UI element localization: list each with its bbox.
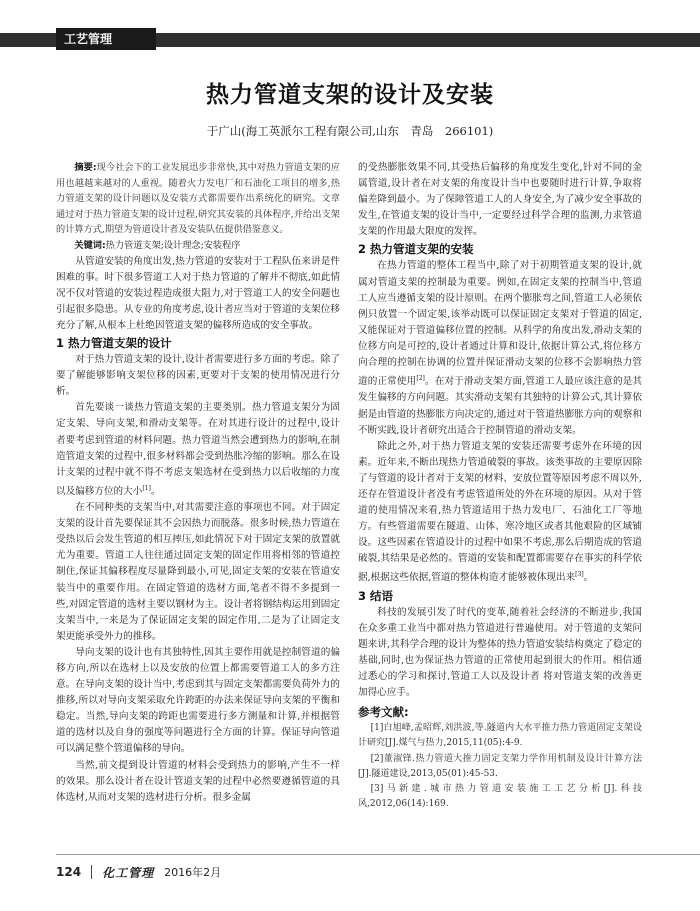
section-3-paragraph-1: 科技的发展引发了时代的变革,随着社会经济的不断进步,我国在众多重工业当中都对热力管道进行普遍使用。对于管道的支架问题来讲,其科学合理的设计为整体的热力管道安装结构奠定了稳定的基础,同时,也为保证热力管道的正常使用起到很大的作用。相信通过悉心的学习和探讨,管道工人以及设计者 将对管道支架的改善更加得心应手。 (358, 606, 642, 699)
left-column (56, 160, 340, 806)
article-title: 热力管道支架的设计及安装 (206, 82, 494, 108)
section-label: 工艺管理 (56, 28, 156, 50)
section-3-heading: 3 结语 (358, 588, 394, 603)
reference-item: [1]白旭峰,孟昭辉,刘洪波,等.隧道内大水平推力热力管道固定支架设计研究[J].煤气与热力,2015,11(05):4-9. (358, 723, 642, 749)
paragraph-end: 。在对于滑动支架方面,管道工人最应该注意的是其发生偏移的方向问题。其实滑动支架有其独特的计算公式,其计算依据是由管道的热膨胀方向决定的,通过对于管道热膨胀方向的观察和不断实践,设计者研究出适合于控制管道的滑动支架。 (358, 376, 642, 436)
keywords-text: 热力管道支架;设计理念;安装程序 (105, 239, 241, 251)
magazine-logo: 化工管理 (102, 865, 155, 880)
paragraph-text: 首先要谈一谈热力管道支架的主要类别。热力管道支架分为固定支架、导向支架,和滑动支架等。在对其进行设计的过程中,设计者要考虑到管道的材料问题。热力管道当然会遭到热力的影响,在制造管道支架的过程中,很多材料都会受到热胀冷缩的影响。那么在设计支架的过程中就不得不考虑支架选材在受到热力以后收缩的力度以及偏移方位的大小 (56, 402, 340, 497)
references-heading: 参考文献: (358, 705, 409, 720)
paragraph-text: 在热力管道的整体工程当中,除了对于初期管道支架的设计,就属对管道支架的控制最为重要。例如,在固定支架的控制当中,管道工人应当遵循支架的设计原则。在两个膨胀弯之间,管道工人必须依例只放置一个固定架,该举动既可以保证固定支架对于管道的固定,又能保证对于管道偏移位置的控制。从科学的角度出发,滑动支架的位移方向是可控的,设计者通过计算和设计,依据计算公式,将位移方向合理的控制在协调的位置并保证滑动支架的位移不会影响热力管道的正常使用 (358, 260, 642, 388)
footer-divider (56, 854, 700, 855)
page-number: 124 (56, 865, 82, 879)
citation-3: [3] (575, 571, 584, 579)
paragraph-text: 除此之外,对于热力管道支架的安装还需要考虑外在环境的因素。近年来,不断出现热力管道破裂的事故。该类事故的主要原因除了与管道的设计者对于支架的材料、安放位置等原因考虑不周以外,还存在管道设计者没有考虑管道所处的外在环境的原因。从对于管道的使用情况来看,热力管道适用于热力发电厂、石油化工厂等地方。有些管道需要在隧道、山体、寒冷地区或者其他艰险的区域铺设。这些因素在管道设计的过程中如果不考虑,那么后期造成的管道破裂,其结果是必然的。管道的安装和配置都需要存在事实的科学依据,根据这些依据,管道的整体构造才能够被体现出来 (358, 440, 642, 584)
abstract-text: 现今社会下的工业发展迅步非常快,其中对热力管道支架的应用也越越来越对的人重视。随着火力发电厂和石油化工项目的增多,热力管道支架的设计问题以及安装方式都需要作出系统化的研究。文章通过对于热力管道支架的设计过程,研究其安装的具体程序,并给出支架的计算方式,期望为管道设计者及安装队伍提供借鉴意义。 (56, 162, 340, 236)
section-1-paragraph-5: 当然,前文提到设计管道的材料会受到热力的影响,产生不一样的效果。那么设计者在设计管道支架的过程中必然要遵循管道的具体选材,从而对支架的选材进行分析。很多金属 (56, 759, 340, 803)
keywords-label: 关键词: (74, 239, 106, 251)
section-1-paragraph-5-continued: 的受热膨胀效果不同,其受热后偏移的角度发生变化,针对不同的金属管道,设计者在对支架的角度设计当中也要随时进行计算,争取将偏差降到最小。为了保障管道工人的人身安全,为了减少安全事故的发生,在管道支架的设计当中,一定要经过科学合理的监测,力求管道支架的作用最大限度的发挥。 (358, 162, 642, 238)
reference-item: [2]董淑锋.热力管道大推力固定支架力学作用机制及设计计算方法[J].隧道建设,2013,05(01):45-53. (358, 753, 642, 779)
section-2-heading: 2 热力管道支架的安装 (358, 242, 474, 257)
section-2-paragraph-1 (358, 258, 642, 438)
abstract-label: 摘要: (74, 162, 97, 173)
citation-2: [2] (416, 375, 425, 383)
section-1-paragraph-1: 对于热力管道支架的设计,设计者需要进行多方面的考虑。除了要了解能够影响支架位移的因素,更要对于支架的使用情况进行分析。 (56, 354, 340, 398)
paragraph-end: 。 (583, 572, 594, 584)
footer (56, 863, 221, 881)
intro-paragraph: 从管道安装的角度出发,热力管道的安装对于工程队伍来讲是件困难的事。时下很多管道工人对于热力管道的了解并不彻底,如此情况不仅对管道的安装过程造成很大阻力,对于管道工人的安全问题也引起很多隐患。从专业的角度考虑,设计者应当对于管道的支架位移充分了解,从根本上杜绝因管道支架的偏移所造成的安全事故。 (56, 255, 340, 331)
section-1-paragraph-4: 导向支架的设计也有其独特性,因其主要作用就是控制管道的偏移方向,所以在选材上以及安放的位置上都需要管道工人的多方注意。在导向支架的设计当中,考虑到其与固定支架都需要负荷外力的推移,所以对导向支架采取允许跨距的办法来保证导向支架的平衡和稳定。当然,导向支架的跨距也需要进行多方测量和计算,并根据管道的选材以及自身的强度等问题进行全方面的计算。保证导向管道可以满足整个管道偏移的导向。 (56, 646, 340, 755)
reference-item: [3]马新建.城市热力管道安装施工工艺分析[J].科技风,2012,06(14):169. (358, 784, 642, 810)
section-2-paragraph-2 (358, 439, 642, 587)
abstract (56, 160, 340, 238)
section-1-paragraph-2 (56, 400, 340, 500)
right-column (358, 160, 642, 813)
issue-date: 2016年2月 (164, 866, 222, 879)
section-1-paragraph-3: 在不同种类的支架当中,对其需要注意的事项也不同。对于固定支架的设计首先要保证其不会因热力而脱落。很多时候,热力管道在受热以后会发生管道的相互摔压,如此情况下对于固定支架的放置就尤为重要。管道工人往往通过固定支架的固定作用将相邻的管道控制住,保证其偏移程度尽量降到最小,可见,固定支架的安装在管道安装当中的重要作用。在固定管道的选材方面,笔者不得不多提到一些,对固定管道的选材主要以钢材为主。设计者将钢结构运用到固定支架当中,一来是为了保证固定支架的固定作用,二是为了让固定支架更能承受外力的推移。 (56, 502, 340, 642)
section-1-heading: 1 热力管道支架的设计 (56, 336, 172, 351)
footer-separator (91, 865, 92, 879)
author-line: 于广山(海工英派尔工程有限公司,山东 青岛 266101) (206, 124, 494, 138)
keywords (56, 238, 340, 254)
references-list (358, 721, 642, 812)
citation-1: [1] (142, 484, 151, 492)
paragraph-end: 。 (150, 485, 161, 497)
